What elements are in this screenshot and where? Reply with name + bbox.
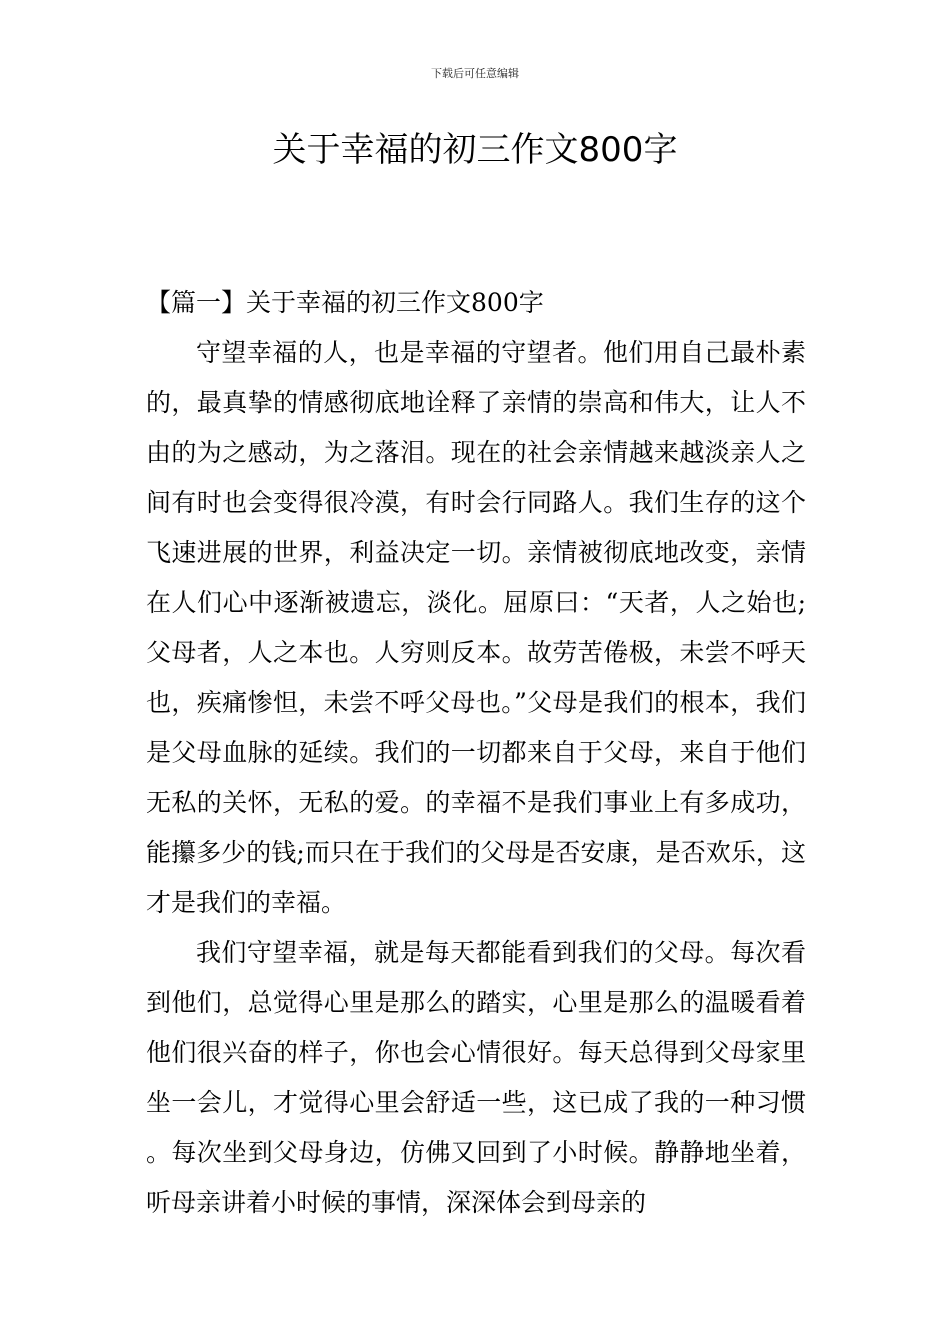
- section-heading: 【篇一】关于幸福的初三作文800字: [146, 288, 544, 317]
- document-title: 关于幸福的初三作文800字: [272, 130, 678, 170]
- paragraph-2: 我们守望幸福，就是每天都能看到我们的父母。每次看到他们，总觉得心里是那么的踏实，心里是那么的温暖看着他们很兴奋的样子，你也会心情很好。每天总得到父母家里坐一会儿，才觉得心里会舒适一些，这已成了我的一种习惯。每次坐到父母身边，仿佛又回到了小时候。静静地坐着，听母亲讲着小时候的事情，深深体会到母亲的: [146, 938, 806, 1217]
- header-note: 下载后可任意编辑: [431, 67, 519, 80]
- document-body: [146, 278, 806, 1228]
- paragraph-1: 守望幸福的人，也是幸福的守望者。他们用自己最朴素的，最真挚的情感彻底地诠释了亲情的崇高和伟大，让人不由的为之感动，为之落泪。现在的社会亲情越来越淡亲人之间有时也会变得很冷漠，有时会行同路人。我们生存的这个飞速进展的世界，利益决定一切。亲情被彻底地改变，亲情在人们心中逐渐被遗忘，淡化。屈原曰：“天者，人之始也;父母者，人之本也。人穷则反本。故劳苦倦极，未尝不呼天也，疾痛惨怛，未尝不呼父母也。”父母是我们的根本，我们是父母血脉的延续。我们的一切都来自于父母，来自于他们无私的关怀，无私的爱。的幸福不是我们事业上有多成功，能攥多少的钱;而只在于我们的父母是否安康，是否欢乐，这才是我们的幸福。: [146, 338, 806, 917]
